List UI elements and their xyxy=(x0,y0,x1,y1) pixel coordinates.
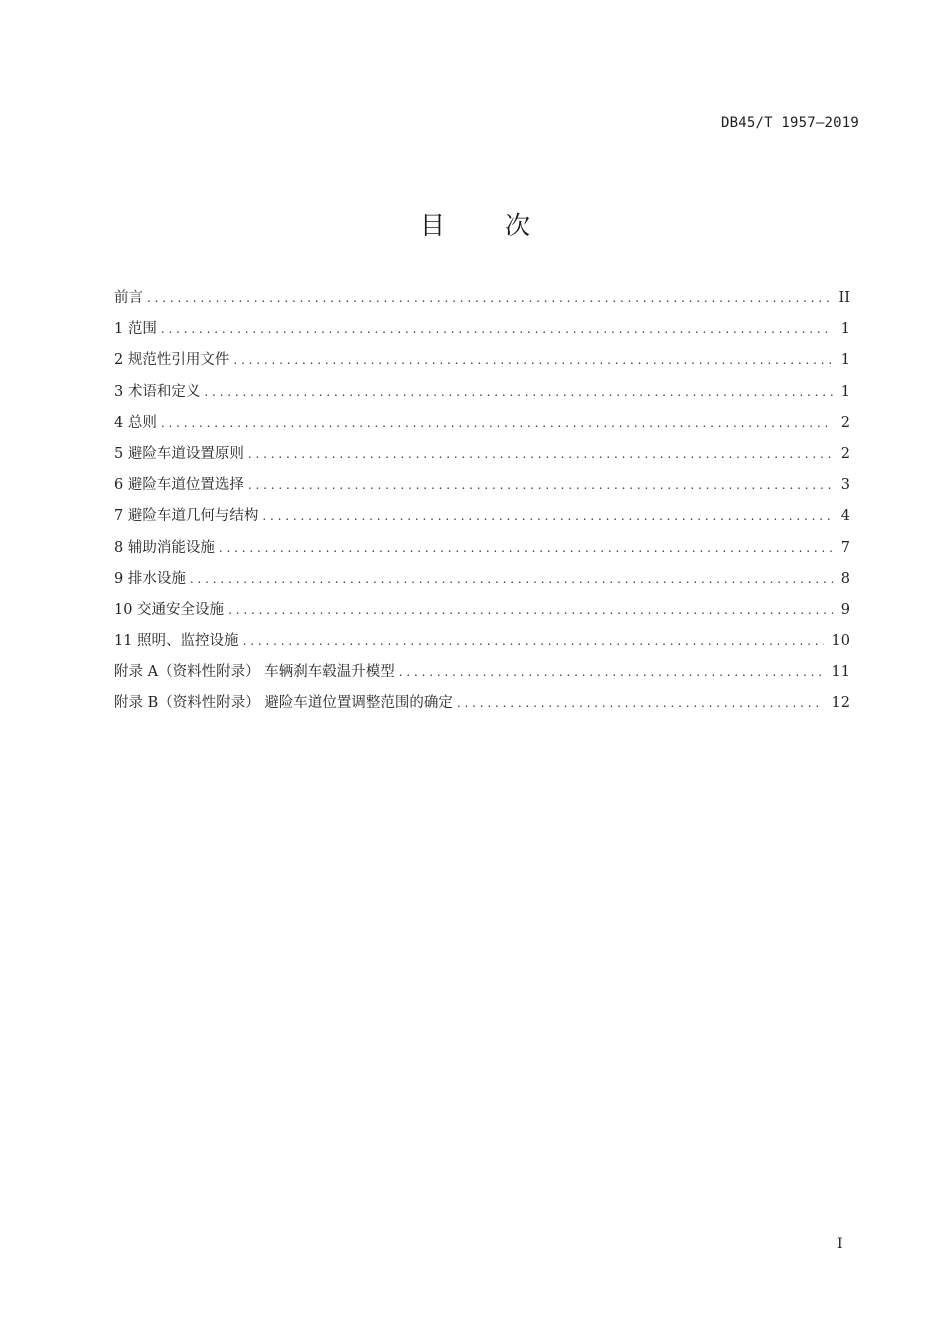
toc-entry-label: 5 避险车道设置原则 xyxy=(114,445,244,462)
toc-entry-energy-dissipation[interactable] xyxy=(114,533,850,564)
toc-dot-leader xyxy=(219,533,833,564)
toc-entry-label: 9 排水设施 xyxy=(114,570,186,587)
toc-dot-leader xyxy=(204,377,832,408)
toc-entry-page: 9 xyxy=(840,601,850,618)
toc-entry-label: 7 避险车道几何与结构 xyxy=(114,508,259,525)
toc-dot-leader xyxy=(262,501,832,532)
toc-entry-page: 2 xyxy=(840,445,850,462)
toc-entry-label: 附录 B（资料性附录） 避险车道位置调整范围的确定 xyxy=(114,695,453,712)
toc-entry-location-selection[interactable] xyxy=(114,470,850,501)
toc-entry-terms-definitions[interactable] xyxy=(114,377,850,408)
toc-entry-foreword[interactable] xyxy=(114,283,850,314)
toc-entry-appendix-a[interactable] xyxy=(114,657,850,688)
document-number: DB45/T 1957—2019 xyxy=(720,115,859,131)
toc-entry-lighting-monitoring[interactable] xyxy=(114,626,850,657)
toc-entry-label: 2 规范性引用文件 xyxy=(114,352,230,369)
toc-entry-page: 2 xyxy=(840,414,850,431)
page-number: I xyxy=(837,1236,843,1252)
toc-dot-leader xyxy=(228,595,833,626)
toc-entry-page: 12 xyxy=(831,695,850,712)
toc-entry-scope[interactable] xyxy=(114,314,850,345)
toc-dot-leader xyxy=(161,314,833,345)
toc-entry-appendix-b[interactable] xyxy=(114,688,850,719)
toc-entry-page: 4 xyxy=(840,508,850,525)
toc-entry-label: 4 总则 xyxy=(114,414,157,431)
toc-dot-leader xyxy=(457,688,824,719)
toc-entry-page: 8 xyxy=(840,570,850,587)
toc-entry-geometry-structure[interactable] xyxy=(114,501,850,532)
toc-dot-leader xyxy=(190,564,833,595)
toc-dot-leader xyxy=(399,657,824,688)
toc-entry-label: 11 照明、监控设施 xyxy=(114,633,239,650)
toc-entry-label: 前言 xyxy=(114,290,143,306)
toc-entry-normative-references[interactable] xyxy=(114,345,850,376)
toc-dot-leader xyxy=(233,345,832,376)
toc-dot-leader xyxy=(243,626,824,657)
toc-entry-drainage[interactable] xyxy=(114,564,850,595)
toc-entry-page: 1 xyxy=(840,352,850,369)
toc-entry-label: 10 交通安全设施 xyxy=(114,601,225,618)
toc-dot-leader xyxy=(248,439,833,470)
toc-entry-label: 6 避险车道位置选择 xyxy=(114,477,244,494)
toc-dot-leader xyxy=(248,470,833,501)
toc-entry-page: 11 xyxy=(831,664,850,681)
toc-entry-general[interactable] xyxy=(114,408,850,439)
table-of-contents xyxy=(114,283,850,720)
toc-entry-traffic-safety[interactable] xyxy=(114,595,850,626)
toc-entry-label: 8 辅助消能设施 xyxy=(114,539,215,556)
toc-entry-setting-principles[interactable] xyxy=(114,439,850,470)
toc-entry-page: 1 xyxy=(840,321,850,338)
toc-dot-leader xyxy=(161,408,833,439)
toc-entry-label: 附录 A（资料性附录） 车辆刹车毂温升模型 xyxy=(114,664,395,681)
toc-entry-page: 10 xyxy=(831,633,850,650)
toc-entry-page: 1 xyxy=(840,383,850,400)
toc-entry-page: II xyxy=(838,290,850,306)
toc-entry-label: 3 术语和定义 xyxy=(114,383,201,400)
toc-dot-leader xyxy=(147,283,831,314)
toc-entry-page: 7 xyxy=(840,539,850,556)
page-title: 目 次 xyxy=(420,211,556,240)
toc-entry-label: 1 范围 xyxy=(114,321,157,338)
toc-entry-page: 3 xyxy=(840,477,850,494)
